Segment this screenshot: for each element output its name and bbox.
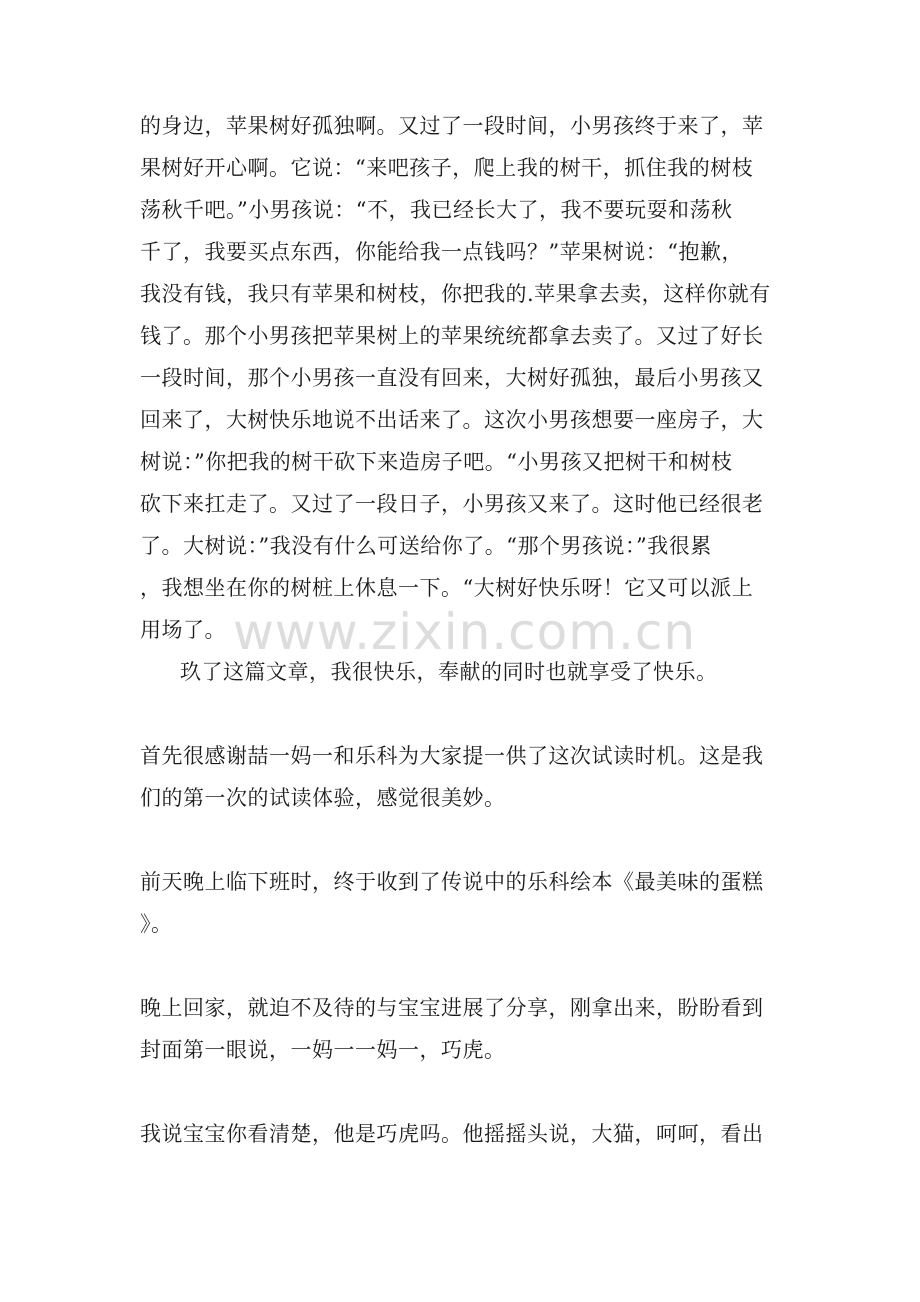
text-line: 钱了。那个小男孩把苹果树上的苹果统统都拿去卖了。又过了好长	[140, 324, 764, 348]
text-line: 的身边，苹果树好孤独啊。又过了一段时间，小男孩终于来了，苹	[140, 114, 764, 138]
text-line: 首先很感谢喆一妈一和乐科为大家提一供了这次试读时机。这是我	[140, 744, 764, 768]
text-line: 我没有钱，我只有苹果和树枝，你把我的.苹果拿去卖，这样你就有	[140, 282, 771, 306]
text-line: 晚上回家，就迫不及待的与宝宝进展了分享，刚拿出来，盼盼看到	[140, 996, 764, 1020]
text-line: 树说：”你把我的树干砍下来造房子吧。“小男孩又把树干和树枝	[140, 450, 733, 474]
text-line: 砍下来扛走了。又过了一段日子，小男孩又来了。这时他已经很老	[140, 492, 764, 516]
text-line: 用场了。	[140, 618, 226, 642]
text-line: 前天晚上临下班时，终于收到了传说中的乐科绘本《最美味的蛋糕	[140, 870, 764, 894]
watermark: www.zixin.com.cn	[233, 603, 697, 661]
text-line: 果树好开心啊。它说：“来吧孩子，爬上我的树干，抓住我的树枝	[140, 156, 754, 180]
text-line: 我说宝宝你看清楚，他是巧虎吗。他摇摇头说，大猫，呵呵，看出	[140, 1122, 764, 1146]
text-line: 一段时间，那个小男孩一直没有回来，大树好孤独，最后小男孩又	[140, 366, 764, 390]
text-line: 》。	[140, 912, 173, 936]
text-line: 了。大树说：”我没有什么可送给你了。“那个男孩说：”我很累	[140, 534, 712, 558]
text-line: 千了，我要买点东西，你能给我一点钱吗？”苹果树说：“抱歉，	[140, 240, 743, 264]
text-line: 荡秋千吧。”小男孩说：“不，我已经长大了，我不要玩耍和荡秋	[140, 198, 733, 222]
text-line: 回来了，大树快乐地说不出话来了。这次小男孩想要一座房子，大	[140, 408, 764, 432]
text-line: 们的第一次的试读体验，感觉很美妙。	[140, 786, 506, 810]
text-line: 封面第一眼说，一妈一一妈一，巧虎。	[140, 1038, 506, 1062]
text-line: ，我想坐在你的树桩上休息一下。“大树好快乐呀！它又可以派上	[140, 576, 754, 600]
text-line: 玖了这篇文章，我很快乐，奉献的同时也就享受了快乐。	[180, 660, 718, 684]
